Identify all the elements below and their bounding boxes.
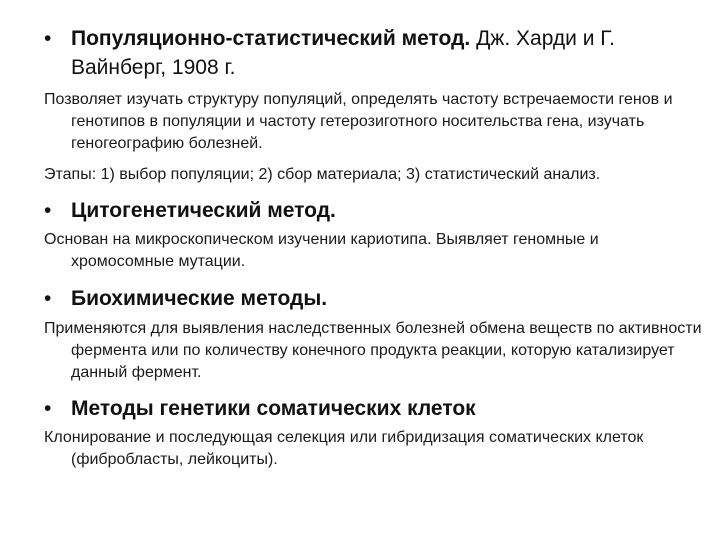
section-paragraph-population-stages: Этапы: 1) выбор популяции; 2) сбор материала; 3) статистический анализ. bbox=[44, 166, 601, 183]
section-heading-cytogenetic bbox=[44, 196, 336, 225]
section-title: Биохимические методы. bbox=[71, 287, 328, 310]
section-paragraph-population-description: Позволяет изучать структуру популяций, определять частоту встречаемости генов и генотипов в популяции и частоту гетерозиготного носительства гена, изучать геногеографию болезней. bbox=[44, 91, 673, 152]
section-title: Методы генетики соматических клеток bbox=[71, 397, 476, 420]
section-heading-biochemical bbox=[44, 284, 327, 313]
section-title: Цитогенетический метод. bbox=[71, 199, 336, 222]
section-paragraph-cytogenetic: Основан на микроскопическом изучении кариотипа. Выявляет геномные и хромосомные мутации. bbox=[44, 231, 599, 270]
section-heading-population-statistical bbox=[44, 24, 664, 82]
section-paragraph-biochemical: Применяются для выявления наследственных болезней обмена веществ по активности фермента или по количеству конечного продукта реакции, которую катализирует данный фермент. bbox=[44, 320, 702, 381]
bullet-icon: • bbox=[44, 27, 52, 50]
section-paragraph-somatic-cell-genetics: Клонирование и последующая селекция или гибридизация соматических клеток (фибробласты, лейкоциты). bbox=[44, 429, 644, 468]
section-heading-somatic-cell-genetics bbox=[44, 394, 476, 423]
bullet-icon: • bbox=[44, 199, 52, 222]
section-title bbox=[71, 24, 664, 82]
bullet-icon: • bbox=[44, 397, 52, 420]
section-title-rest: Дж. Харди и Г. Вайнберг, 1908 г. bbox=[71, 27, 615, 79]
bullet-icon: • bbox=[44, 287, 52, 310]
section-title-bold: Популяционно-статистический метод. bbox=[71, 27, 471, 50]
